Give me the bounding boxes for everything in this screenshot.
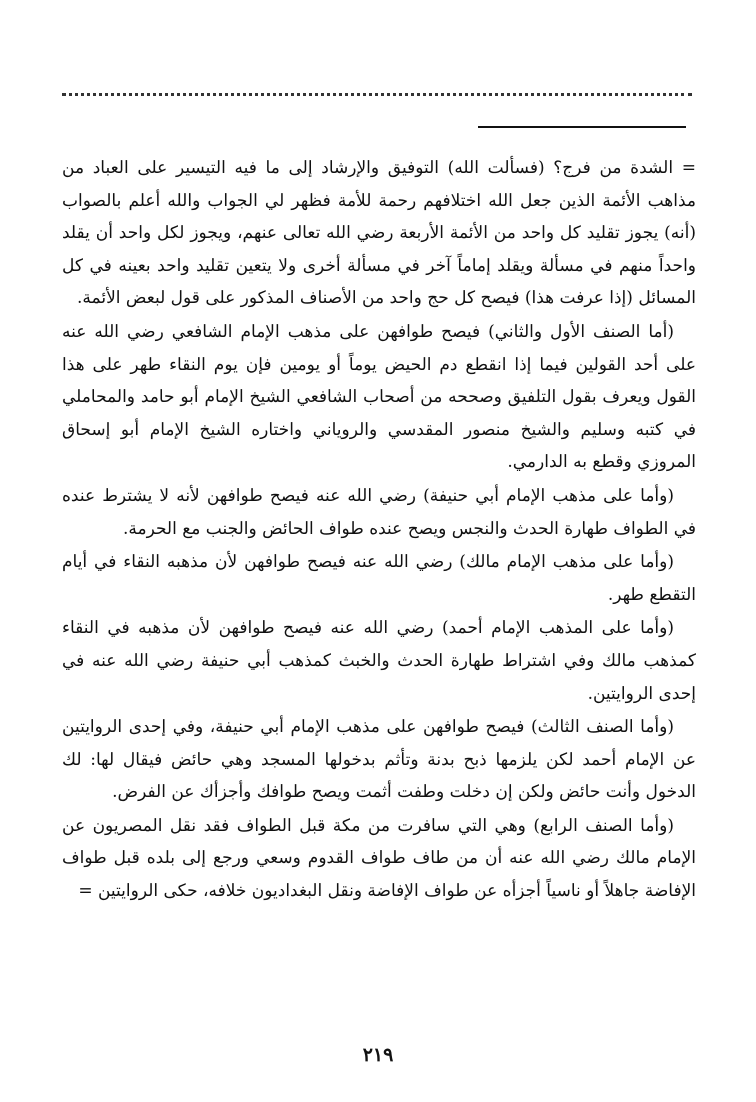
paragraph-third-category: (وأما الصنف الثالث) فيصح طوافهن على مذهب الإمام أبي حنيفة، وفي إحدى الروايتين عن الإمام أحمد لكن يلزمها ذبح بدنة وتأثم بدخولها المسجد وهي حائض فيقال لها: لك الدخول وأنت حائض ولكن إن دخلت وطفت أثمت ويصح طوافك وأجزأك عن الفرض. bbox=[62, 717, 696, 803]
main-text bbox=[62, 152, 696, 908]
footnote-rule bbox=[478, 126, 686, 128]
paragraph-abu-hanifa: (وأما على مذهب الإمام أبي حنيفة) رضي الله عنه فيصح طوافهن لأنه لا يشترط عنده في الطواف طهارة الحدث والنجس ويصح عنده طواف الحائض والجنب مع الحرمة. bbox=[62, 485, 696, 539]
dotted-separator bbox=[62, 93, 692, 96]
paragraph-first-second-category: (أما الصنف الأول والثاني) فيصح طوافهن على مذهب الإمام الشافعي رضي الله عنه على أحد القولين فيما إذا انقطع دم الحيض يوماً أو يومين فإن يوم النقاء طهر على هذا القول ويعرف بقول التلفيق وصححه من أصحاب الشافعي الشيخ الإمام أبو حامد والمحاملي في كتبه وسليم والشيخ منصور المقدسي والروياني واختاره الشيخ الإمام أبو إسحاق المروزي وقطع به الدارمي. bbox=[62, 321, 696, 473]
paragraph-continuation: = الشدة من فرج؟ (فسألت الله) التوفيق والإرشاد إلى ما فيه التيسير على العباد من مذاهب الأئمة الذين جعل الله اختلافهم رحمة للأمة فظهر لي الجواب والله أعلم بالصواب (أنه) يجوز تقليد كل واحد من الأئمة الأربعة رضي الله تعالى عنهم، ويجوز لكل واحد أن يقلد واحداً منهم في مسألة ويقلد إماماً آخر في مسألة أخرى ولا يتعين تقليد واحد بعينه في كل المسائل (إذا عرفت هذا) فيصح كل حج واحد من الأصناف المذكور على قول لبعض الأئمة. bbox=[62, 158, 696, 309]
paragraph-malik: (وأما على مذهب الإمام مالك) رضي الله عنه فيصح طوافهن لأن مذهبه النقاء في أيام التقطع طهر. bbox=[62, 552, 696, 605]
page-number: ٢١٩ bbox=[362, 1044, 394, 1066]
paragraph-ahmad: (وأما على المذهب الإمام أحمد) رضي الله عنه فيصح طوافهن لأن مذهبه في النقاء كمذهب مالك وفي اشتراط طهارة الحدث والخبث كمذهب أبي حنيفة رضي الله عنه في إحدى الروايتين. bbox=[62, 618, 696, 704]
paragraph-fourth-category: (وأما الصنف الرابع) وهي التي سافرت من مكة قبل الطواف فقد نقل المصريون عن الإمام مالك رضي الله عنه أن من طاف طواف القدوم وسعي ورجع إلى بلده قبل طواف الإفاضة جاهلاً أو ناسياً أجزأه عن طواف الإفاضة ونقل البغداديون خلافه، حكى الروايتين = bbox=[62, 815, 696, 902]
